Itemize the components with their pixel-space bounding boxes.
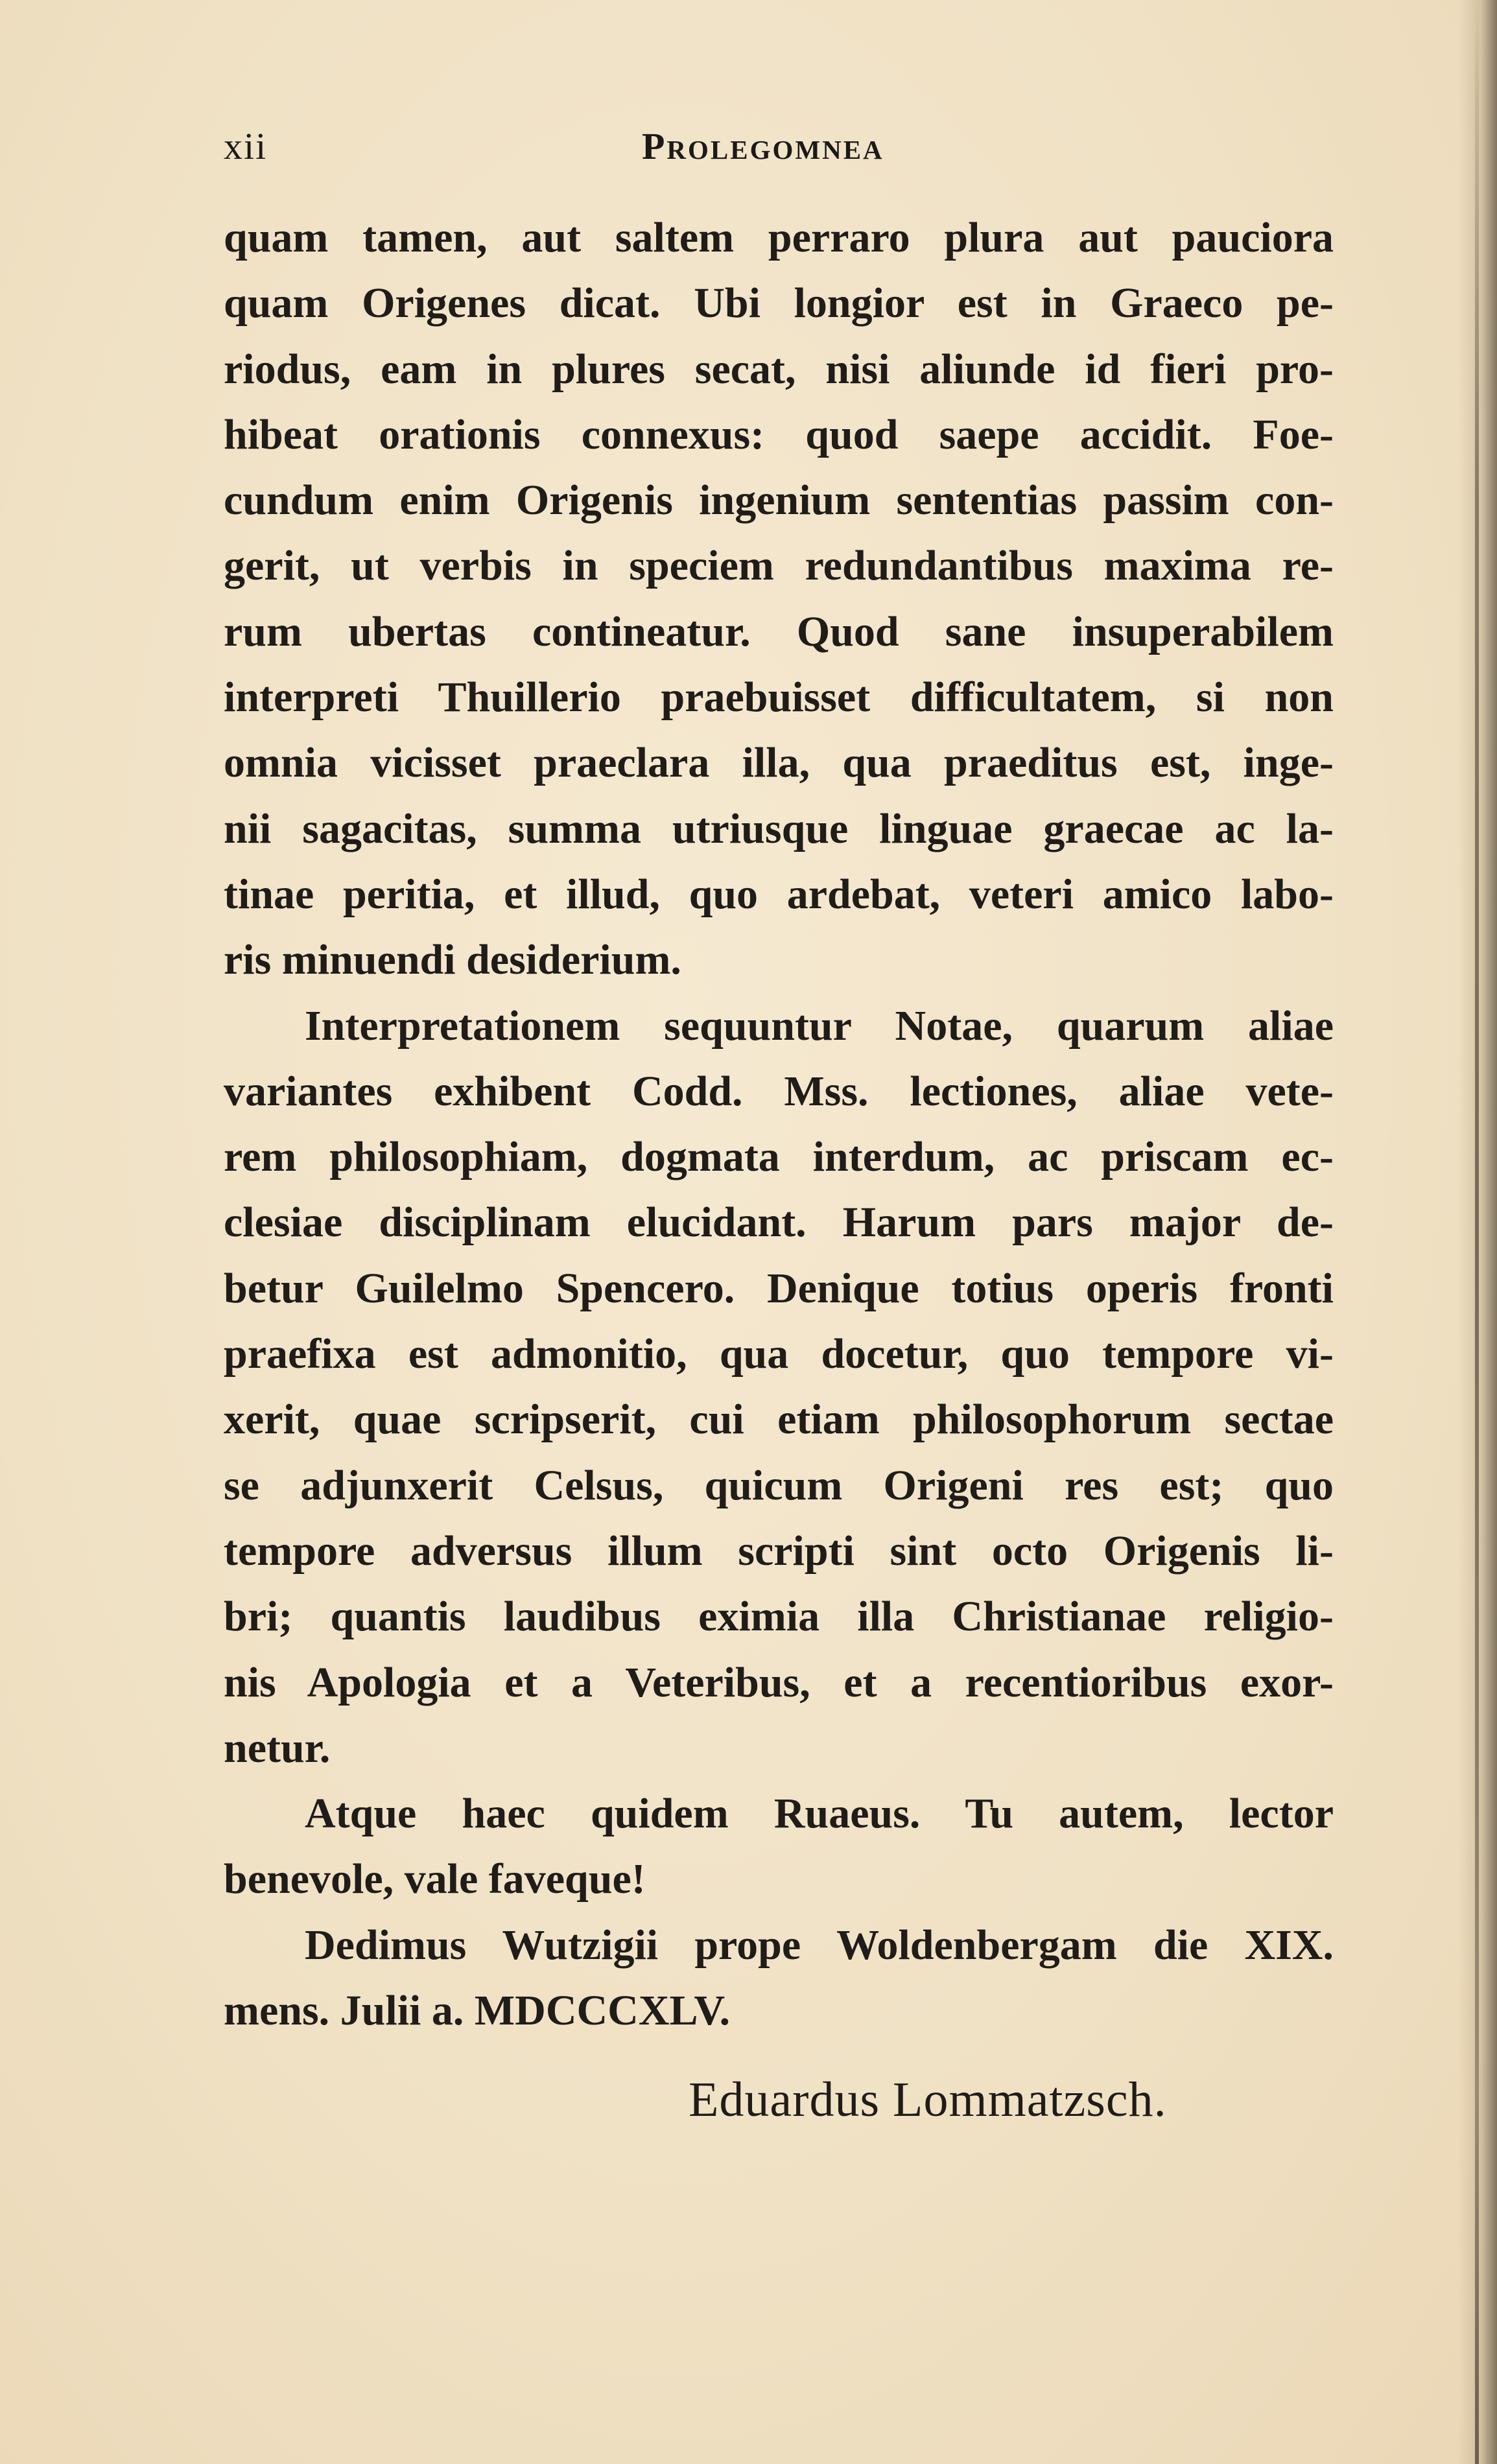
signature: Eduardus Lommatzsch.: [689, 2072, 1167, 2127]
text-line: betur Guilelmo Spencero. Denique totius operis fronti: [224, 1264, 1334, 1312]
text-line: netur.: [224, 1724, 331, 1772]
text-line: nii sagacitas, summa utriusque linguae graecae ac la-: [224, 804, 1334, 852]
text-line: xerit, quae scripserit, cui etiam philosophorum sectae: [224, 1396, 1334, 1444]
text-line: variantes exhibent Codd. Mss. lectiones, aliae vete-: [224, 1067, 1334, 1115]
body-text: [224, 205, 1334, 2043]
page-header: [224, 124, 1339, 176]
text-line: interpreti Thuillerio praebuisset difficultatem, si non: [224, 674, 1334, 722]
text-line: quam tamen, aut saltem perraro plura aut pauciora: [224, 214, 1334, 261]
text-line: bri; quantis laudibus eximia illa Christianae religio-: [224, 1593, 1334, 1641]
page-edge-line: [1475, 0, 1479, 2464]
text-line: Atque haec quidem Ruaeus. Tu autem, lector: [305, 1790, 1334, 1838]
text-line: rum ubertas contineatur. Quod sane insuperabilem: [224, 607, 1334, 655]
text-line: omnia vicisset praeclara illa, qua praeditus est, inge-: [224, 739, 1334, 787]
text-line: hibeat orationis connexus: quod saepe accidit. Foe-: [224, 410, 1334, 458]
text-line: se adjunxerit Celsus, quicum Origeni res est; quo: [224, 1461, 1334, 1509]
text-line: benevole, vale faveque!: [224, 1855, 646, 1903]
text-line: riodus, eam in plures secat, nisi aliunde id fieri pro-: [224, 345, 1334, 393]
text-line: nis Apologia et a Veteribus, et a recentioribus exor-: [224, 1658, 1334, 1706]
text-line: cundum enim Origenis ingenium sententias passim con-: [224, 476, 1334, 524]
text-line: gerit, ut verbis in speciem redundantibus maxima re-: [224, 542, 1334, 590]
page-number: xii: [224, 125, 268, 167]
text-line: praefixa est admonitio, qua docetur, quo tempore vi-: [224, 1330, 1334, 1378]
text-line: Dedimus Wutzigii prope Woldenbergam die XIX.: [305, 1921, 1334, 1969]
text-line: ris minuendi desiderium.: [224, 936, 681, 984]
text-line: Interpretationem sequuntur Notae, quarum aliae: [305, 1002, 1334, 1050]
text-line: clesiae disciplinam elucidant. Harum pars major de-: [224, 1199, 1334, 1247]
text-line: quam Origenes dicat. Ubi longior est in Graeco pe-: [224, 279, 1334, 327]
text-line: tinae peritia, et illud, quo ardebat, veteri amico labo-: [224, 870, 1334, 918]
text-line: mens. Julii a. MDCCCXLV.: [224, 1987, 731, 2035]
text-line: rem philosophiam, dogmata interdum, ac priscam ec-: [224, 1133, 1334, 1181]
running-title: Prolegomnea: [642, 125, 884, 167]
text-line: tempore adversus illum scripti sint octo Origenis li-: [224, 1527, 1334, 1575]
